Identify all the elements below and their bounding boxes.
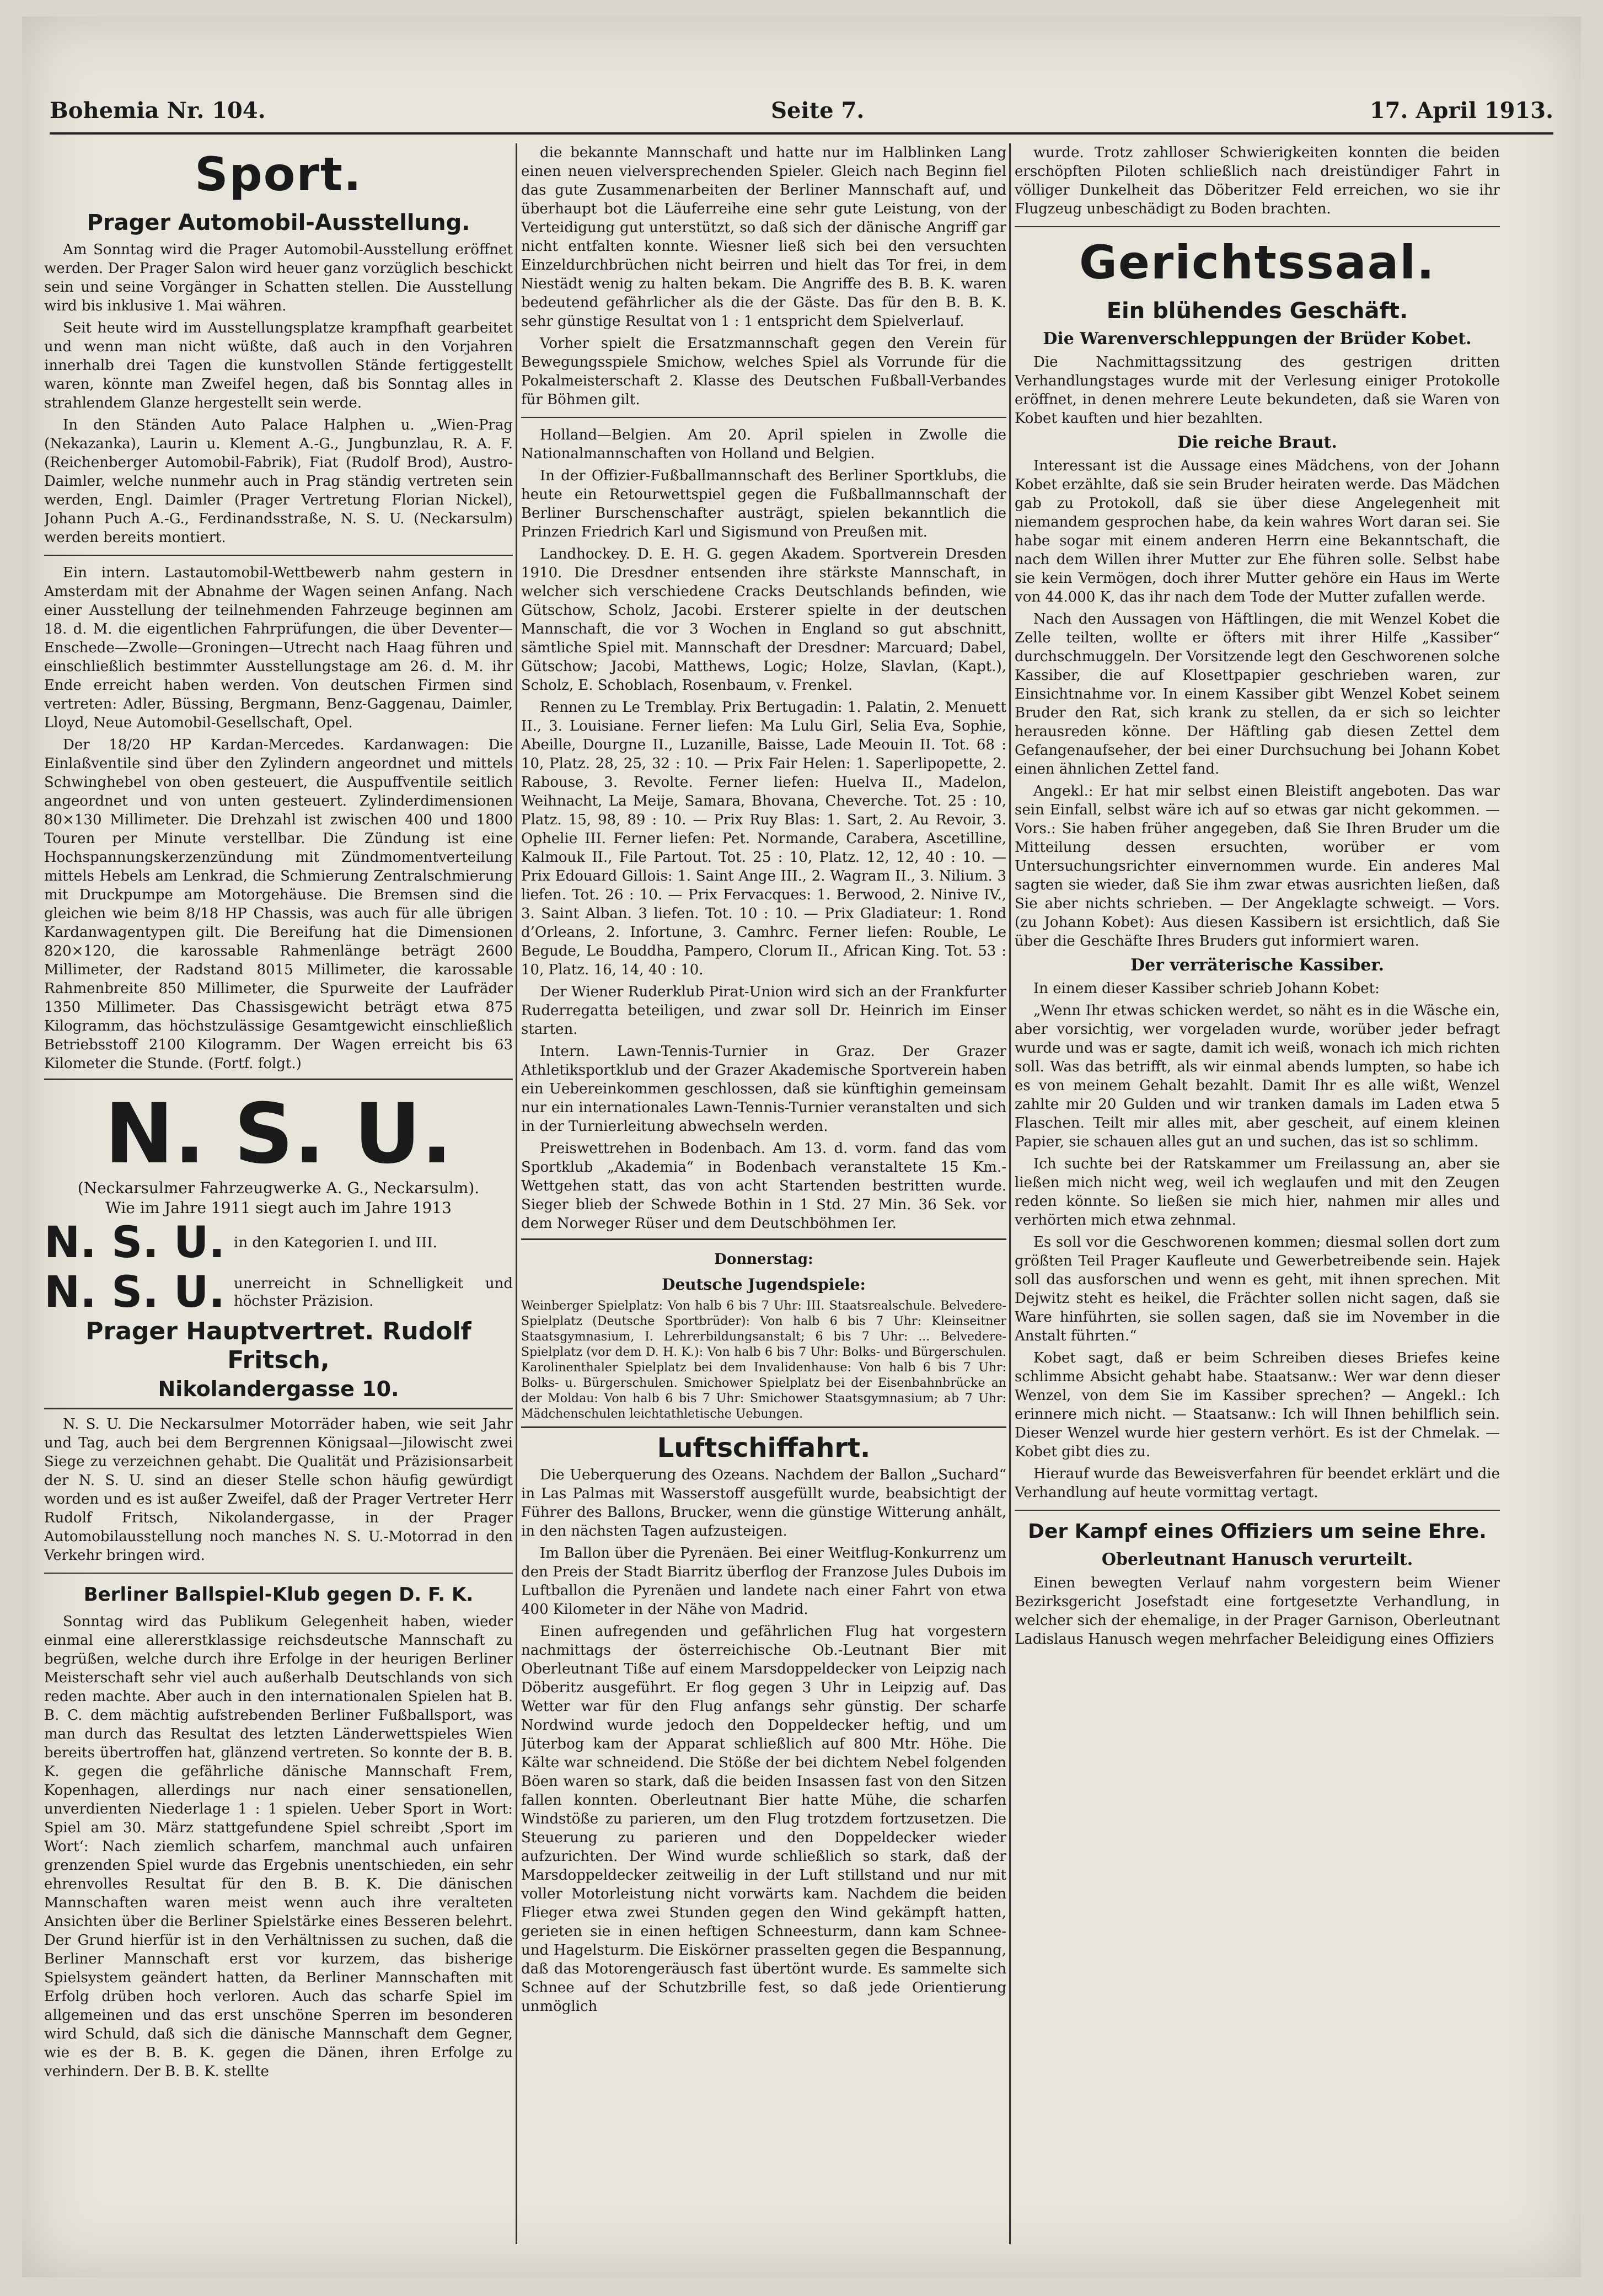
nsu-advertisement <box>44 1079 513 1409</box>
article-paragraph: „Wenn Ihr etwas schicken werdet, so näht es in die Wäsche ein, aber vorsichtig, wer vorgeladen wurde, worüber jeder befragt wurde und was er sagte, damit ich weiß, wonach ich mich richten soll. Was das betrifft, als wir einmal abends lumpten, so habe ich es von meinem Gehalt bezahlt. Damit Ihr es alle wißt, Wenzel zahlte mir 20 Gulden und wir tranken damals im Laden etwa 5 Flaschen. Teilt mir alles mit, aber gescheit, auf einem kleinen Papier, sie schauen alles gut an und suchen, das ist so schlimm. <box>1015 1002 1500 1150</box>
subhead: Die Warenverschleppungen der Brüder Kobet. <box>1043 329 1472 348</box>
article-paragraph: Einen bewegten Verlauf nahm vorgestern beim Wiener Bezirksgericht Josefstadt eine fortgesetzte Verhandlung, in welcher sich der ehemalige, in der Prager Garnison, Oberleutnant Ladislaus Hanusch wegen mehrfacher Beleidigung eines Offiziers <box>1015 1575 1500 1648</box>
jugendspiele-day: Donnerstag: <box>714 1251 813 1268</box>
divider <box>1015 1510 1500 1511</box>
divider <box>44 1573 513 1574</box>
nsu-ad-row <box>44 1268 513 1317</box>
article-paragraph: Rennen zu Le Tremblay. Prix Bertugadin: 1. Palatin, 2. Menuett II., 3. Louisiane. Ferner liefen: Ma Lulu Girl, Selia Eva, Sophie, Abeille, Dourgne II., Luzanille, Baisse, Lade Meouin II. Tot. 68 : 10, Platz. 28, 25, 32 : 10. — Prix Fair Helen: 1. Saperlipopette, 2. Rabouse, 3. Revolte. Ferner liefen: Huelva II., Madelon, Weihnacht, La Meije, Samara, Bhovana, Cheverche. Tot. 25 : 10, Platz. 15, 98, 89 : 10. — Prix Ruy Blas: 1. Sart, 2. Au Revoir, 3. Ophelie III. Ferner liefen: Pet. Normande, Carabera, Ascetilline, Kalmouk II., File Partout. Tot. 25 : 10, Platz. 12, 12, 40 : 10. — Prix Edouard Gillois: 1. Saint Ange III., 2. Wagram II., 3. Nilium. 3 liefen. Tot. 26 : 10. — Prix Fervacques: 1. Berwood, 2. Ninive IV., 3. Saint Alban. 3 liefen. Tot. 10 : 10. — Prix Gladiateur: 1. Rond d’Orleans, 2. Infortune, 3. Camhrc. Ferner liefen: Rouble, Le Begude, Le Bouddha, Pampero, Clorum II., African King. Tot. 53 : 10, Platz. 16, 14, 40 : 10. <box>521 699 1006 978</box>
header-page-number: Seite 7. <box>771 97 865 124</box>
divider <box>1015 226 1500 227</box>
headline-bluehendes-geschaeft: Ein blühendes Geschäft. <box>1106 298 1408 324</box>
article-paragraph: Vorher spielt die Ersatzmannschaft gegen den Verein für Bewegungsspiele Smichow, welches Spiel als Vorrunde für die Pokalmeisterschaft 2. Klasse des Deutschen Fußball-Verbandes für Böhmen gilt. <box>521 335 1006 408</box>
nsu-ad-claim: Wie im Jahre 1911 siegt auch im Jahre 1913 <box>105 1199 452 1217</box>
nsu-ad-logo-small: N. S. U. <box>44 1268 225 1317</box>
article-paragraph: Intern. Lawn-Tennis-Turnier in Graz. Der Grazer Athletiksportklub und der Grazer Akademische Sportverein haben ein Uebereinkommen geschlossen, daß sie künftighin gemeinsam nur ein internationales Lawn-Tennis-Turnier veranstalten und sich in der Turnierleitung abwechseln werden. <box>521 1043 1006 1135</box>
article-paragraph: Interessant ist die Aussage eines Mädchens, von der Johann Kobet erzählte, daß sie sein Bruder heiraten werde. Das Mädchen gab zu Protokoll, daß sie über diese Angelegenheit mit niemandem gesprochen habe, da kein wahres Wort daran sei. Sie habe sogar mit einem anderen Herrn eine Bekanntschaft, die nach dem Willen ihrer Mutter zur Ehe führen solle. Selbst habe sie kein Vermögen, doch ihrer Mutter gehöre ein Haus im Werte von 44.000 K, das ihr nach dem Tode der Mutter zufallen werde. <box>1015 458 1500 605</box>
jugendspiele-title: Deutsche Jugendspiele: <box>662 1275 866 1294</box>
nsu-ad-row-text: in den Kategorien I. und III. <box>234 1235 437 1251</box>
article-paragraph: Ein intern. Lastautomobil-Wettbewerb nahm gestern in Amsterdam mit der Abnahme der Wagen seinen Anfang. Nach einer Ausstellung der teilnehmenden Fahrzeuge beginnen am 18. d. M. die eigentlichen Fahrprüfungen, die über Deventer—Enschede—Zwolle—Groningen—Utrecht nach Haag führen und einschließlich bestimmter Ausstellungstage am 26. d. M. ihr Ende erreicht haben werden. Von deutschen Firmen sind vertreten: Adler, Büssing, Bergmann, Benz-Gaggenau, Daimler, Lloyd, Neue Automobil-Gesellschaft, Opel. <box>44 565 513 731</box>
page-header <box>50 88 1553 135</box>
article-paragraph: Im Ballon über die Pyrenäen. Bei einer Weitflug-Konkurrenz um den Preis der Stadt Biarritz überflog der Franzose Jules Dubois im Luftballon die Pyrenäen und landete nach einer Fahrt von etwa 400 Kilometer in der Nähe von Madrid. <box>521 1545 1006 1618</box>
article-paragraph: Seit heute wird im Ausstellungsplatze krampfhaft gearbeitet und wenn man nicht wüßte, daß auch in den Vorjahren innerhalb drei Tagen die kunstvollen Stände fertiggestellt waren, könnte man Zweifel hegen, daß bis Sonntag alles in strahlendem Glanze hergestellt sein werde. <box>44 320 513 411</box>
article-paragraph: wurde. Trotz zahlloser Schwierigkeiten konnten die beiden erschöpften Piloten schließlich nach dreistündiger Fahrt in völliger Dunkelheit das Döberitzer Feld erreichen, wo sie ihr Flugzeug unbeschädigt zu Boden brachten. <box>1015 144 1500 217</box>
nsu-ad-representative: Prager Hauptvertret. Rudolf Fritsch, <box>85 1317 471 1374</box>
header-date: 17. April 1913. <box>1369 97 1553 124</box>
subhead: Oberleutnant Hanusch verurteilt. <box>1101 1550 1413 1569</box>
divider <box>521 417 1006 418</box>
section-title-gerichtssaal: Gerichtssaal. <box>1079 235 1435 289</box>
headline-berliner-ballspiel: Berliner Ballspiel-Klub gegen D. F. K. <box>83 1584 474 1606</box>
nsu-ad-logo-small: N. S. U. <box>44 1218 225 1268</box>
article-paragraph: Landhockey. D. E. H. G. gegen Akadem. Sportverein Dresden 1910. Die Dresdner entsenden ihre stärkste Mannschaft, in welcher sich verschiedene Cracks Deutschlands befinden, wie Gütschow, Scholz, Jacobi. Ersterer spielte in der deutschen Mannschaft, die vor 3 Wochen in England so gut abschnitt, sämtliche Spiel mit. Mannschaft der Dresdner: Marcuard; Dabel, Gütschow; Jacobi, Matthews, Logic; Holze, Slavlan, (Kapt.), Scholz, E. Schoblach, Rosenbaum, v. Frenkel. <box>521 546 1006 694</box>
article-paragraph: Sonntag wird das Publikum Gelegenheit haben, wieder einmal eine allererstklassige reichsdeutsche Mannschaft zu begrüßen, welche durch ihre Erfolge in der heurigen Berliner Meisterschaft sehr viel auch außerhalb Deutschlands von sich reden machte. Aber auch in den internationalen Spielen hat B. B. C. dem mächtig aufstrebenden Berliner Fußballsport, was man durch das Resultat des letzten Länderwettspieles Wien bereits übertroffen hat, glänzend vertreten. So konnte der B. B. K. gegen die gefährliche dänische Mannschaft Frem, Kopenhagen, allerdings nur nach einer sensationellen, unverdienten Niederlage 1 : 1 spielen. Ueber Sport in Wort: Spiel am 30. März stattgefundene Spiel schreibt ‚Sport im Wort‘: Nach ziemlich scharfem, manchmal auch unfairen grenzenden Spiel wurde das Ergebnis unentschieden, ein sehr ehrenvolles Resultat für den B. B. K. Die dänischen Mannschaften waren meist wenn auch ihre veralteten Ansichten über die Berliner Spielstärke eines Besseren belehrt. Der Grund hierfür ist in den Verhältnissen zu suchen, daß die Berliner Mannschaft erst vor kurzem, das bisherige Spielsystem geändert hatten, da Berliner Mannschaften mit Erfolg drüben hoch verloren. Auch das scharfe Spiel im allgemeinen und das erst unschöne Sperren im besonderen wird Schuld, daß sich die dänische Mannschaft dem Gegner, wie es der B. B. K. gegen die Dänen, ihren Erfolge zu verhindern. Der B. B. K. stellte <box>44 1613 513 2080</box>
subhead: Der verräterische Kassiber. <box>1130 956 1384 975</box>
article-paragraph: Angekl.: Er hat mir selbst einen Bleistift angeboten. Das war sein Einfall, selbst wäre ich auf so etwas gar nicht gekommen. — Vors.: Sie haben früher angegeben, daß Sie Ihren Bruder um die Mitteilung dessen ersuchten, worüber er vom Untersuchungsrichter einvernommen wurde. Ein anderes Mal sagten sie wieder, daß Sie ihm zwar etwas ausrichten ließen, daß Sie aber nichts schrieben. — Der Angeklagte schweigt. — Vors. (zu Johann Kobet): Aus diesen Kassibern ist ersichtlich, daß Sie über die Geschäfte Ihres Bruders gut informiert waren. <box>1015 783 1500 949</box>
header-paper-issue: Bohemia Nr. 104. <box>50 97 266 124</box>
section-title-sport: Sport. <box>195 147 362 201</box>
nsu-ad-logo: N. S. U. <box>104 1086 453 1182</box>
column-rule <box>1009 143 1011 2244</box>
newspaper-page <box>22 17 1581 2277</box>
column-sport <box>44 143 513 2244</box>
headline-automobil-ausstellung: Prager Automobil-Ausstellung. <box>87 210 470 235</box>
article-paragraph: Der 18/20 HP Kardan-Mercedes. Kardanwagen: Die Einlaßventile sind über den Zylindern angeordnet und mittels Schwinghebel von oben gesteuert, die Auspuffventile seitlich angeordnet und von unten gesteuert. Zylinderdimensionen 80×130 Millimeter. Die Drehzahl ist zwischen 400 und 1800 Touren per Minute verstellbar. Die Zündung ist eine Hochspannungskerzenzündung mit Zündmomentverteilung mittels Hebels am Lenkrad, die Schmierung Zentralschmierung mit Druckpumpe am Motorgehäuse. Die Bremsen sind die gleichen wie beim 8/18 HP Chassis, was auch für alle übrigen Kardanwagentypen gilt. Die Bereifung hat die Dimensionen 820×120, die karossable Rahmenlänge beträgt 2600 Millimeter, der Radstand 8015 Millimeter, die karossable Rahmenbreite 850 Millimeter, die Spurweite der Laufräder 1350 Millimeter. Das Chassisgewicht beträgt etwa 875 Kilogramm, das höchstzulässige Gesamtgewicht einschließlich Betriebsstoff 2100 Kilogramm. Der Wagen erreicht bis 63 Kilometer die Stunde. (Fortf. folgt.) <box>44 737 513 1072</box>
article-paragraph: Nach den Aussagen von Häftlingen, die mit Wenzel Kobet die Zelle teilten, wollte er öfters mit ihrer Hilfe „Kassiber“ durchschmuggeln. Der Vorsitzende legt den Geschworenen solche Kassiber, die auf Klosettpapier geschrieben waren, zur Einsichtnahme vor. In einem Kassiber gibt Wenzel Kobet seinem Bruder den Rat, sich krank zu stellen, da er sich so leichter herausreden könne. Der Häftling gab diesen Zettel dem Gefangenaufseher, der bei einer Durchsuchung bei Johann Kobet einen ähnlichen Zettel fand. <box>1015 611 1500 777</box>
article-paragraph: Hierauf wurde das Beweisverfahren für beendet erklärt und die Verhandlung auf heute vormittag vertagt. <box>1015 1466 1500 1501</box>
column-rule <box>516 143 517 2244</box>
article-paragraph: Die Ueberquerung des Ozeans. Nachdem der Ballon „Suchard“ in Las Palmas mit Wasserstoff ausgefüllt wurde, beabsichtigt der Führer des Ballons, Brucker, wenn die günstige Witterung anhält, in den nächsten Tagen aufzusteigen. <box>521 1467 1006 1539</box>
nsu-ad-company: (Neckarsulmer Fahrzeugwerke A. G., Neckarsulm). <box>77 1179 480 1197</box>
article-paragraph: Kobet sagt, daß er beim Schreiben dieses Briefes keine schlimme Absicht gehabt habe. Staatsanw.: Wer war denn dieser Wenzel, von dem Sie im Kassiber sprechen? — Angekl.: Ich erinnere mich nicht. — Staatsanw.: Ich will Ihnen behilflich sein. Dieser Wenzel wurde hier gestern verhört. Es ist der Chmelak. — Kobet gibt dies zu. <box>1015 1350 1500 1460</box>
headline-luftschiffahrt: Luftschiffahrt. <box>657 1433 871 1463</box>
jugendspiele-box <box>521 1238 1006 1428</box>
article-paragraph: Ich suchte bei der Ratskammer um Freilassung an, aber sie ließen mich nicht weg, weil ich weglaufen und mit den Zeugen reden könnte. So ließen sie mich hier, nahmen mir alles und verhörten mich etwa zehnmal. <box>1015 1156 1500 1229</box>
article-paragraph: Preiswettrehen in Bodenbach. Am 13. d. vorm. fand das vom Sportklub „Akademia“ in Bodenbach veranstaltete 15 Km.-Wettgehen statt, das von acht Startenden bestritten wurde. Sieger blieb der Schwede Bothin in 1 Std. 27 Min. 36 Sek. vor dem Norweger Rüser und dem Deutschböhmen Ier. <box>521 1140 1006 1232</box>
article-paragraph: In einem dieser Kassiber schrieb Johann Kobet: <box>1033 980 1380 997</box>
article-paragraph: Holland—Belgien. Am 20. April spielen in Zwolle die Nationalmannschaften von Holland und Belgien. <box>521 427 1006 462</box>
nsu-ad-row <box>44 1218 513 1268</box>
jugendspiele-schedule: Weinberger Spielplatz: Von halb 6 bis 7 Uhr: III. Staatsrealschule. Belvedere-Spielplatz (Deutsche Sportbrüder): Von halb 6 bis 7 Uhr: Kleinseitner Staatsgymnasium, I. Lehrerbildungsanstalt; 6 bis 7 Uhr: ... Belvedere-Spielplatz (vor dem D. H. K.): Von halb 6 bis 7 Uhr: Bolks- und Bürgerschulen. Karolinenthaler Spielplatz bei dem Invalidenhause: Von halb 6 bis 7 Uhr: Bolks- u. Bürgerschulen. Smichower Spielplatz bei der Eisenbahnbrücke an der Moldau: Von halb 6 bis 7 Uhr: Smichower Staatsgymnasium; ab 7 Uhr: Mädchenschulen leichtathletische Uebungen. <box>521 1299 1006 1421</box>
divider <box>44 555 513 556</box>
article-paragraph: die bekannte Mannschaft und hatte nur im Halblinken Lang einen neuen vielversprechenden Spieler. Gleich nach Beginn fiel das gute Zusammenarbeiten der Berliner Mannschaft auf, und überhaupt bot die Läuferreihe eine sehr gute Leistung, von der Verteidigung gut unterstützt, so daß sich der dänische Angriff gar nicht entfalten konnte. Wiesner ließ sich bei den versuchten Einzeldurchbrüchen nicht beirren und hielt das Tor frei, in dem Niestädt wenig zu halten bekam. Die Angriffe des B. B. K. waren bedeutend gefährlicher als die der Gäste. Das für den B. B. K. sehr günstige Resultat von 1 : 1 entspricht dem Spielverlauf. <box>521 144 1006 330</box>
column-sport-continued <box>521 143 1006 2244</box>
article-paragraph: Am Sonntag wird die Prager Automobil-Ausstellung eröffnet werden. Der Prager Salon wird heuer ganz vorzüglich beschickt sein und seine Vorgänger in Schatten stellen. Die Ausstellung wird bis inklusive 1. Mai währen. <box>44 242 513 314</box>
article-paragraph: Einen aufregenden und gefährlichen Flug hat vorgestern nachmittags der österreichische Ob.-Leutnant Bier mit Oberleutnant Tiße auf einem Marsdoppeldecker von Leipzig nach Döberitz ausgeführt. Er flog gegen 3 Uhr in Leipzig auf. Das Wetter war für den Flug anfangs sehr günstig. Der scharfe Nordwind wurde jedoch den Doppeldecker heftig, und um Jüterbog kam der Apparat schließlich auf 800 Mtr. Höhe. Die Kälte war schneidend. Die Stöße der bei dichtem Nebel folgenden Böen waren so stark, daß die beiden Insassen fast von den Sitzen fallen konnten. Oberleutnant Bier hatte Mühe, die scharfen Windstöße zu parieren, um den Flug trotzdem fortzusetzen. Die Steuerung zu parieren und den Doppeldecker wieder aufzurichten. Der Wind wurde schließlich so stark, daß der Marsdoppeldecker zeitweilig in der Luft stillstand und nur mit voller Motorleistung nicht vorwärts kam. Nachdem die beiden Flieger etwa zwei Stunden gegen den Wind gekämpft hatten, gerieten sie in einen heftigen Schneesturm, dann kam Schnee- und Hagelsturm. Die Eiskörner prasselten gegen die Bespannung, daß das Motorengeräusch fast übertönt wurde. Es sammelte sich Schnee auf der Schutzbrille fest, so daß jede Orientierung unmöglich <box>521 1623 1006 2015</box>
article-paragraph: N. S. U. Die Neckarsulmer Motorräder haben, wie seit Jahr und Tag, auch bei dem Bergrennen Königsaal—Jilowischt zwei Siege zu verzeichnen gehabt. Die Qualität und Präzisionsarbeit der N. S. U. sind an dieser Stelle schon häufig gewürdigt worden und es ist außer Zweifel, daß der Prager Vertreter Herr Rudolf Fritsch, Nikolandergasse, in der Prager Automobilausstellung noch manches N. S. U.-Motorrad in den Verkehr bringen wird. <box>44 1416 513 1564</box>
column-gerichtssaal <box>1015 143 1500 2244</box>
headline-kampf-offizier: Der Kampf eines Offiziers um seine Ehre. <box>1028 1520 1487 1543</box>
nsu-ad-address: Nikolandergasse 10. <box>158 1377 399 1401</box>
article-paragraph: Es soll vor die Geschworenen kommen; diesmal sollen dort zum größten Teil Prager Kaufleute und Gewerbetreibende sein. Hajek soll das ausforschen und wenn es geht, mit ihnen sprechen. Mit Dejwitz steht es heikel, die Frächter sollen nicht sagen, daß sie Ware hinführten, sie sollen sagen, daß sie im November in die Anstalt führten.“ <box>1015 1234 1500 1344</box>
subhead: Die reiche Braut. <box>1177 433 1337 452</box>
article-paragraph: Der Wiener Ruderklub Pirat-Union wird sich an der Frankfurter Ruderregatta beteiligen, und zwar soll Dr. Heinrich im Einser starten. <box>521 984 1006 1038</box>
article-paragraph: Die Nachmittagssitzung des gestrigen dritten Verhandlungstages wurde mit der Verlesung einiger Protokolle eröffnet, in denen mehrere Leute bekundeten, daß sie Waren von Kobet kauften und hier bezahlten. <box>1015 354 1500 427</box>
nsu-ad-row-text: unerreicht in Schnelligkeit und höchster Präzision. <box>234 1275 513 1310</box>
article-paragraph: In den Ständen Auto Palace Halphen u. „Wien-Prag (Nekazanka), Laurin u. Klement A.-G., Jungbunzlau, R. A. F. (Reichenberger Automobil-Fabrik), Fiat (Rudolf Brod), Austro-Daimler, welche nunmehr auch in Prag ständig vertreten sein werden, Engl. Daimler (Prager Vertretung Florian Nickel), Johann Puch A.-G., Ferdinandsstraße, N. S. U. (Neckarsulm) werden bereits montiert. <box>44 417 513 546</box>
article-paragraph: In der Offizier-Fußballmannschaft des Berliner Sportklubs, die heute ein Retourwettspiel gegen die Fußballmannschaft der Berliner Burschenschafter austrägt, spielen bekanntlich die Prinzen Friedrich Karl und Sigismund von Preußen mit. <box>521 468 1006 540</box>
